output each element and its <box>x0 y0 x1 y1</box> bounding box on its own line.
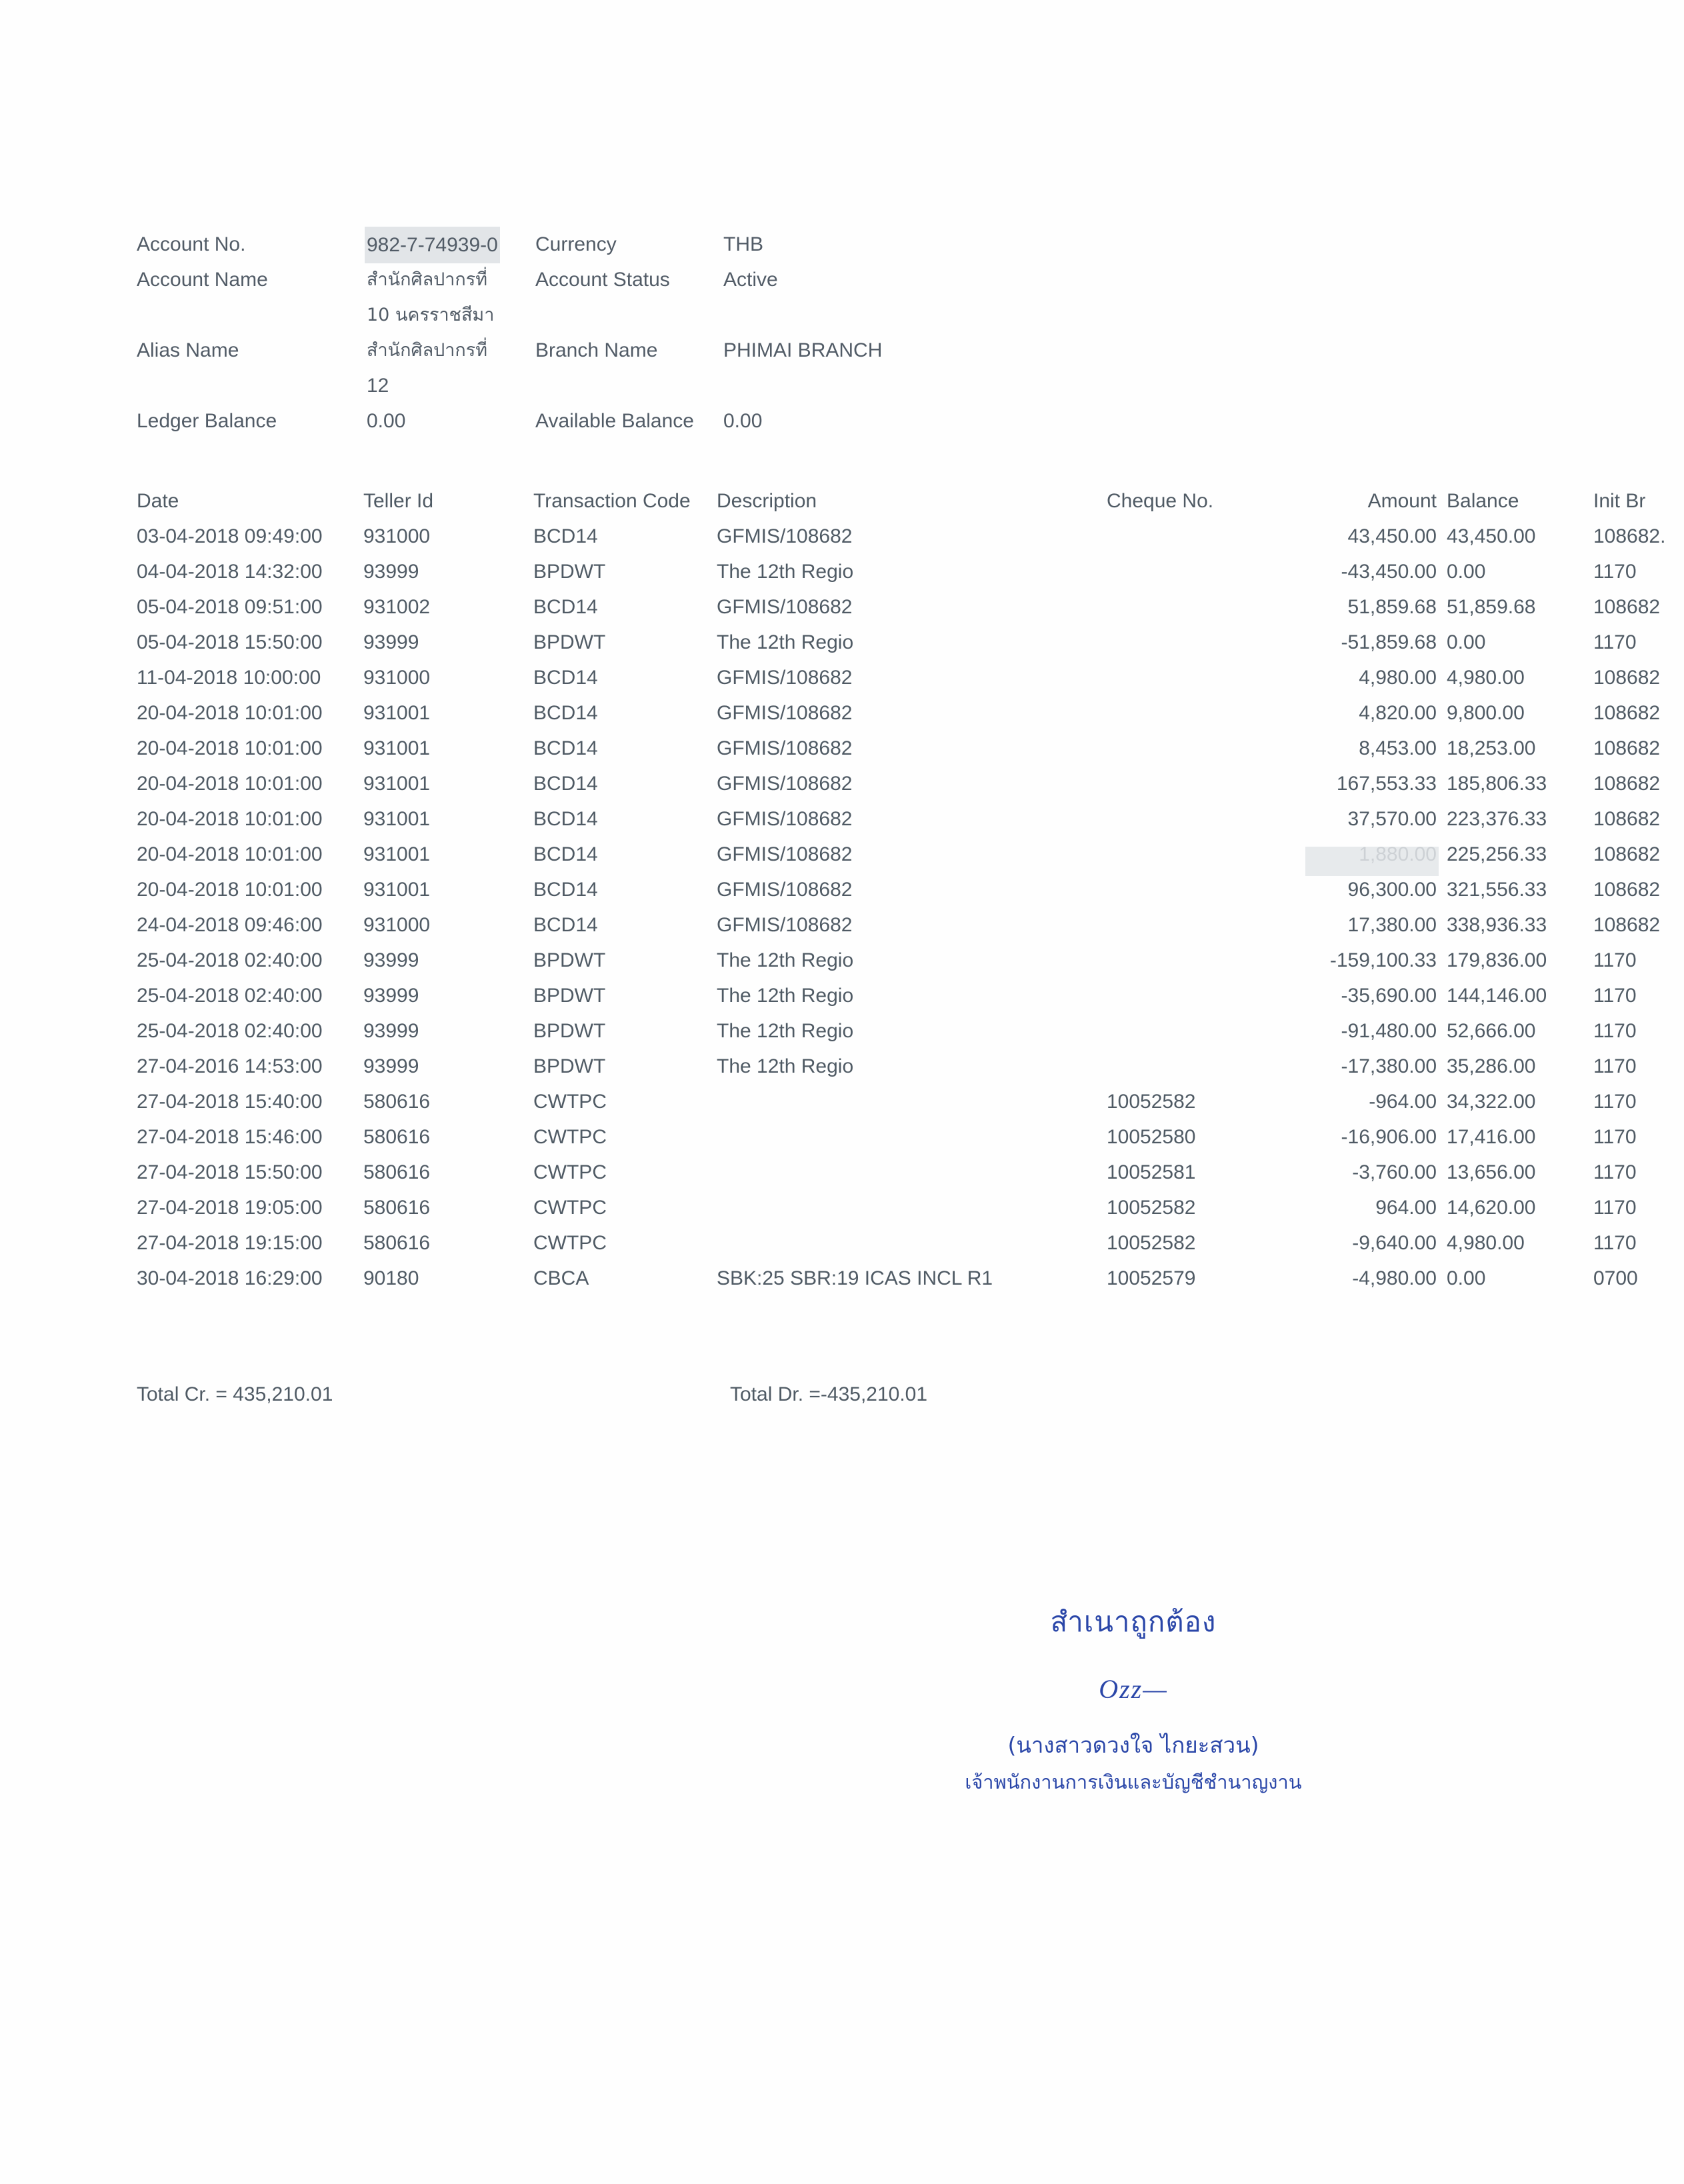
ledger-balance-row <box>137 403 937 445</box>
signatory-title: เจ้าพนักงานการเงินและบัญชีชำนาญงาน <box>965 1771 1302 1793</box>
table-row: 27-04-2016 14:53:00 93999 BPDWT The 12th Regio -17,380.00 35,286.00 1170 <box>137 1055 1637 1077</box>
table-row: 20-04-2018 10:01:00 931001 BCD14 GFMIS/108682 37,570.00 223,376.33 108682 <box>137 808 1661 830</box>
cell-date: 25-04-2018 02:40:00 <box>137 985 323 1007</box>
table-row: 27-04-2018 19:15:00 580616 CWTPC 10052582 -9,640.00 4,980.00 1170 <box>137 1232 1637 1254</box>
cell-description: The 12th Regio <box>717 985 854 1007</box>
ledger-balance-label: Ledger Balance <box>137 410 277 432</box>
cell-code: CWTPC <box>533 1126 607 1148</box>
currency-label: Currency <box>535 233 617 255</box>
cell-cheque: 10052580 <box>1107 1126 1196 1148</box>
cell-description: GFMIS/108682 <box>717 667 853 689</box>
cell-amount: 167,553.33 <box>1336 773 1437 795</box>
cell-description: The 12th Regio <box>717 631 854 653</box>
cell-date: 20-04-2018 10:01:00 <box>137 702 323 724</box>
cell-code: BCD14 <box>533 914 598 936</box>
cell-init-br: 108682 <box>1593 843 1661 865</box>
cell-date: 25-04-2018 02:40:00 <box>137 1020 323 1042</box>
cell-cheque: 10052582 <box>1107 1232 1196 1254</box>
cell-teller: 93999 <box>363 1020 419 1042</box>
cell-teller: 93999 <box>363 1055 419 1077</box>
cell-code: BPDWT <box>533 985 606 1007</box>
cell-amount: -159,100.33 <box>1329 949 1437 971</box>
cell-init-br: 1170 <box>1593 1161 1637 1183</box>
table-row: 03-04-2018 09:49:00 931000 BCD14 GFMIS/108682 43,450.00 43,450.00 108682. <box>137 525 1666 547</box>
alias-name-label: Alias Name <box>137 339 239 361</box>
table-row: 04-04-2018 14:32:00 93999 BPDWT The 12th Regio -43,450.00 0.00 1170 <box>137 561 1637 583</box>
cell-init-br: 108682 <box>1593 879 1661 901</box>
certified-true-copy-text: สำเนาถูกต้อง <box>1050 1605 1217 1638</box>
account-no-row <box>137 227 937 262</box>
cell-description: GFMIS/108682 <box>717 525 853 547</box>
cell-amount: 4,980.00 <box>1359 667 1437 689</box>
cell-amount: -9,640.00 <box>1352 1232 1437 1254</box>
cell-init-br: 108682 <box>1593 667 1661 689</box>
cell-date: 03-04-2018 09:49:00 <box>137 525 323 547</box>
cell-date: 11-04-2018 10:00:00 <box>137 667 321 689</box>
account-name-row-continued <box>137 297 937 333</box>
cell-teller: 93999 <box>363 985 419 1007</box>
cell-description: The 12th Regio <box>717 1020 854 1042</box>
table-row: 20-04-2018 10:01:00 931001 BCD14 GFMIS/108682 8,453.00 18,253.00 108682 <box>137 737 1661 759</box>
total-credit: Total Cr. = 435,210.01 <box>137 1383 333 1405</box>
cell-date: 20-04-2018 10:01:00 <box>137 843 323 865</box>
cell-teller: 931001 <box>363 773 431 795</box>
cell-amount: -4,980.00 <box>1352 1267 1437 1289</box>
cell-init-br: 0700 <box>1593 1267 1638 1289</box>
available-balance-label: Available Balance <box>535 410 694 432</box>
account-summary <box>137 227 937 445</box>
account-name-label: Account Name <box>137 269 268 291</box>
table-row: 25-04-2018 02:40:00 93999 BPDWT The 12th Regio -91,480.00 52,666.00 1170 <box>137 1020 1637 1042</box>
cell-amount: -17,380.00 <box>1341 1055 1437 1077</box>
cell-cheque: 10052581 <box>1107 1161 1196 1183</box>
table-row: 20-04-2018 10:01:00 931001 BCD14 GFMIS/108682 225,256.33 108682 <box>137 843 1661 865</box>
alias-name-row <box>137 333 937 368</box>
column-header-date: Date <box>137 490 179 512</box>
cell-date: 27-04-2018 19:15:00 <box>137 1232 323 1254</box>
cell-teller: 580616 <box>363 1232 431 1254</box>
cell-description: GFMIS/108682 <box>717 596 853 618</box>
cell-amount: 43,450.00 <box>1347 525 1437 547</box>
cell-init-br: 108682 <box>1593 702 1661 724</box>
table-row: 05-04-2018 15:50:00 93999 BPDWT The 12th Regio -51,859.68 0.00 1170 <box>137 631 1637 653</box>
cell-date: 27-04-2018 15:50:00 <box>137 1161 323 1183</box>
cell-teller: 931001 <box>363 808 431 830</box>
cell-code: CWTPC <box>533 1197 607 1219</box>
cell-date: 05-04-2018 09:51:00 <box>137 596 323 618</box>
cell-teller: 580616 <box>363 1161 431 1183</box>
handwritten-signature: Ozz— <box>1099 1674 1168 1704</box>
cell-init-br: 108682 <box>1593 773 1661 795</box>
cell-teller: 931000 <box>363 667 431 689</box>
currency-value: THB <box>723 233 763 255</box>
cell-amount: 51,859.68 <box>1347 596 1437 618</box>
cell-description: The 12th Regio <box>717 561 854 583</box>
cell-code: BCD14 <box>533 525 598 547</box>
cell-description: GFMIS/108682 <box>717 702 853 724</box>
cell-amount: 8,453.00 <box>1359 737 1437 759</box>
branch-name-label: Branch Name <box>535 339 658 361</box>
account-no-label: Account No. <box>137 233 246 255</box>
account-name-value: สำนักศิลปากรที่ <box>367 269 488 290</box>
cell-code: BCD14 <box>533 737 598 759</box>
cell-code: BPDWT <box>533 1055 606 1077</box>
cell-date: 27-04-2018 19:05:00 <box>137 1197 323 1219</box>
cell-amount: -43,450.00 <box>1341 561 1437 583</box>
table-row: 20-04-2018 10:01:00 931001 BCD14 GFMIS/108682 96,300.00 321,556.33 108682 <box>137 879 1661 901</box>
cell-teller: 931001 <box>363 843 431 865</box>
cell-date: 05-04-2018 15:50:00 <box>137 631 323 653</box>
cell-code: CWTPC <box>533 1161 607 1183</box>
cell-description: GFMIS/108682 <box>717 879 853 901</box>
cell-code: BCD14 <box>533 773 598 795</box>
table-row: 25-04-2018 02:40:00 93999 BPDWT The 12th Regio -159,100.33 179,836.00 1170 <box>137 949 1637 971</box>
alias-name-row-continued <box>137 368 937 403</box>
ledger-balance-value: 0.00 <box>367 410 406 432</box>
account-status-label: Account Status <box>535 269 670 291</box>
cell-init-br: 1170 <box>1593 1055 1637 1077</box>
branch-name-value: PHIMAI BRANCH <box>723 339 883 361</box>
signature-block <box>833 1600 1433 1797</box>
table-row: 11-04-2018 10:00:00 931000 BCD14 GFMIS/108682 4,980.00 4,980.00 108682 <box>137 667 1661 689</box>
cell-date: 20-04-2018 10:01:00 <box>137 879 323 901</box>
cell-cheque: 10052582 <box>1107 1091 1196 1113</box>
cell-amount: -964.00 <box>1369 1091 1437 1113</box>
cell-teller: 93999 <box>363 631 419 653</box>
cell-description: The 12th Regio <box>717 1055 854 1077</box>
table-row: 20-04-2018 10:01:00 931001 BCD14 GFMIS/108682 167,553.33 185,806.33 108682 <box>137 773 1661 795</box>
alias-name-value-line2: 12 <box>367 375 389 397</box>
cell-amount: 964.00 <box>1375 1197 1437 1219</box>
cell-code: CWTPC <box>533 1232 607 1254</box>
cell-amount: -51,859.68 <box>1341 631 1437 653</box>
table-row: 25-04-2018 02:40:00 93999 BPDWT The 12th Regio -35,690.00 144,146.00 1170 <box>137 985 1637 1007</box>
cell-init-br: 1170 <box>1593 985 1637 1007</box>
cell-teller: 931001 <box>363 737 431 759</box>
table-row: 27-04-2018 15:50:00 580616 CWTPC 10052581 -3,760.00 13,656.00 1170 <box>137 1161 1637 1183</box>
cell-description: GFMIS/108682 <box>717 914 853 936</box>
column-header-teller: Teller Id <box>363 490 434 512</box>
alias-name-value: สำนักศิลปากรที่ <box>367 340 488 361</box>
cell-amount: -3,760.00 <box>1352 1161 1437 1183</box>
cell-teller: 90180 <box>363 1267 419 1289</box>
cell-teller: 580616 <box>363 1126 431 1148</box>
cell-date: 27-04-2016 14:53:00 <box>137 1055 323 1077</box>
cell-init-br: 1170 <box>1593 1197 1637 1219</box>
cell-description: The 12th Regio <box>717 949 854 971</box>
cell-init-br: 108682. <box>1593 525 1666 547</box>
cell-amount: -91,480.00 <box>1341 1020 1437 1042</box>
table-header-row: Date Teller Id Transaction Code Description Cheque No. Amount Balance Init Br <box>137 490 1646 512</box>
cell-init-br: 1170 <box>1593 949 1637 971</box>
available-balance-value: 0.00 <box>723 410 763 432</box>
column-header-cheque: Cheque No. <box>1107 490 1214 512</box>
cell-teller: 580616 <box>363 1091 431 1113</box>
cell-date: 04-04-2018 14:32:00 <box>137 561 323 583</box>
cell-teller: 931001 <box>363 879 431 901</box>
column-header-description: Description <box>717 490 817 512</box>
cell-date: 20-04-2018 10:01:00 <box>137 737 323 759</box>
table-row: 30-04-2018 16:29:00 90180 CBCA SBK:25 SBR:19 ICAS INCL R1 10052579 -4,980.00 0.00 0700 <box>137 1267 1638 1289</box>
column-header-code: Transaction Code <box>533 490 691 512</box>
table-row: 27-04-2018 15:46:00 580616 CWTPC 10052580 -16,906.00 17,416.00 1170 <box>137 1126 1637 1148</box>
table-row: 27-04-2018 15:40:00 580616 CWTPC 10052582 -964.00 34,322.00 1170 <box>137 1091 1637 1113</box>
cell-teller: 931000 <box>363 525 431 547</box>
cell-teller: 931000 <box>363 914 431 936</box>
account-name-value-line2: 10 นครราชสีมา <box>367 305 495 325</box>
cell-amount: -16,906.00 <box>1341 1126 1437 1148</box>
cell-init-br: 1170 <box>1593 1232 1637 1254</box>
cell-code: BPDWT <box>533 631 606 653</box>
cell-description: SBK:25 SBR:19 ICAS INCL R1 <box>717 1267 993 1289</box>
cell-code: BPDWT <box>533 561 606 583</box>
signatory-name: (นางสาวดวงใจ ไกยะสวน) <box>1007 1732 1259 1758</box>
cell-code: BCD14 <box>533 808 598 830</box>
table-row: 27-04-2018 19:05:00 580616 CWTPC 10052582 964.00 14,620.00 1170 <box>137 1197 1637 1219</box>
cell-date: 20-04-2018 10:01:00 <box>137 773 323 795</box>
cell-description: GFMIS/108682 <box>717 808 853 830</box>
column-header-init-br: Init Br <box>1593 490 1646 512</box>
cell-code: CBCA <box>533 1267 589 1289</box>
cell-code: BPDWT <box>533 1020 606 1042</box>
cell-code: BCD14 <box>533 879 598 901</box>
redaction-overlay <box>1305 847 1439 876</box>
cell-init-br: 1170 <box>1593 1091 1637 1113</box>
cell-amount: 96,300.00 <box>1347 879 1437 901</box>
cell-date: 27-04-2018 15:46:00 <box>137 1126 323 1148</box>
cell-init-br: 1170 <box>1593 631 1637 653</box>
cell-amount: -35,690.00 <box>1341 985 1437 1007</box>
cell-description: GFMIS/108682 <box>717 737 853 759</box>
cell-cheque: 10052579 <box>1107 1267 1196 1289</box>
account-name-row <box>137 262 937 297</box>
table-row: 05-04-2018 09:51:00 931002 BCD14 GFMIS/108682 51,859.68 51,859.68 108682 <box>137 596 1661 618</box>
cell-teller: 931002 <box>363 596 431 618</box>
cell-description: GFMIS/108682 <box>717 773 853 795</box>
cell-init-br: 108682 <box>1593 914 1661 936</box>
cell-init-br: 108682 <box>1593 596 1661 618</box>
total-debit: Total Dr. =-435,210.01 <box>730 1383 928 1405</box>
cell-date: 24-04-2018 09:46:00 <box>137 914 323 936</box>
cell-code: BCD14 <box>533 667 598 689</box>
cell-cheque: 10052582 <box>1107 1197 1196 1219</box>
cell-init-br: 1170 <box>1593 1020 1637 1042</box>
account-status-value: Active <box>723 269 778 291</box>
cell-amount: 17,380.00 <box>1347 914 1437 936</box>
cell-code: CWTPC <box>533 1091 607 1113</box>
cell-teller: 93999 <box>363 949 419 971</box>
cell-teller: 580616 <box>363 1197 431 1219</box>
cell-code: BCD14 <box>533 596 598 618</box>
transactions-table <box>137 490 1666 1303</box>
cell-date: 27-04-2018 15:40:00 <box>137 1091 323 1113</box>
cell-date: 20-04-2018 10:01:00 <box>137 808 323 830</box>
cell-init-br: 108682 <box>1593 737 1661 759</box>
cell-init-br: 1170 <box>1593 561 1637 583</box>
cell-amount: 37,570.00 <box>1347 808 1437 830</box>
cell-teller: 931001 <box>363 702 431 724</box>
cell-description: GFMIS/108682 <box>717 843 853 865</box>
cell-code: BPDWT <box>533 949 606 971</box>
column-header-amount: Amount <box>1367 490 1437 512</box>
cell-date: 30-04-2018 16:29:00 <box>137 1267 323 1289</box>
table-row: 24-04-2018 09:46:00 931000 BCD14 GFMIS/108682 17,380.00 338,936.33 108682 <box>137 914 1661 936</box>
account-no-value: 982-7-74939-0 <box>365 227 500 263</box>
cell-date: 25-04-2018 02:40:00 <box>137 949 323 971</box>
table-row: 20-04-2018 10:01:00 931001 BCD14 GFMIS/108682 4,820.00 9,800.00 108682 <box>137 702 1661 724</box>
cell-amount: 4,820.00 <box>1359 702 1437 724</box>
cell-init-br: 1170 <box>1593 1126 1637 1148</box>
cell-teller: 93999 <box>363 561 419 583</box>
cell-code: BCD14 <box>533 702 598 724</box>
cell-init-br: 108682 <box>1593 808 1661 830</box>
cell-code: BCD14 <box>533 843 598 865</box>
